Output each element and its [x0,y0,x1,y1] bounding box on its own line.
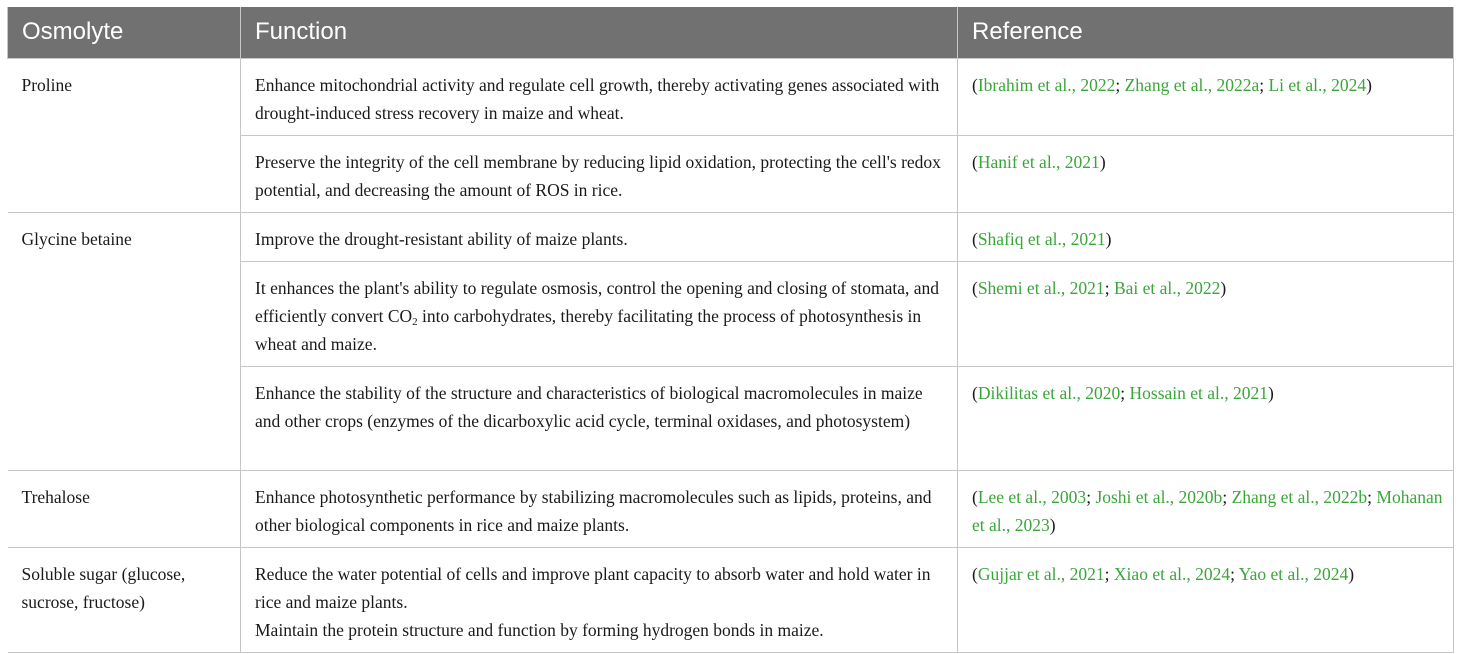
osmolyte-cell: Soluble sugar (glucose, sucrose, fructose) [8,547,241,652]
table-row [8,470,1454,547]
co2-formula [388,306,418,326]
reference-cell [958,135,1454,212]
paren-close: ) [1105,228,1112,249]
table-header-row [8,7,1454,58]
citation-link[interactable]: Bai et al., 2022 [1113,277,1221,298]
function-text: Enhance photosynthetic performance by stabilizing macromolecules such as lipids, proteins, and other biological components in rice and maize plants. [255,486,932,535]
citation-link[interactable]: Yao et al., 2024 [1238,563,1349,584]
citation-link[interactable]: Shafiq et al., 2021 [977,228,1106,249]
citation-link[interactable]: Li et al., 2024 [1268,74,1367,95]
reference-cell [958,366,1454,470]
paren-close: ) [1366,74,1372,95]
function-text: Enhance mitochondrial activity and regulate cell growth, thereby activating genes associated with drought-induced stress recovery in maize and wheat. [255,74,940,123]
citation-link[interactable]: Mohanan et al., 2023 [972,486,1443,535]
citation-link[interactable]: Zhang et al., 2022a [1124,74,1260,95]
paren-close: ) [1348,563,1355,584]
separator: ; [1367,486,1373,507]
citation-link[interactable]: Shemi et al., 2021 [977,277,1105,298]
separator: ; [1259,74,1265,95]
paren-close: ) [1049,514,1056,535]
function-text-part: into carbohydrates, thereby facilitating the process of photosynthesis in wheat and maize. [255,305,922,354]
function-text-part: It enhances the plant's ability to regulate osmosis, control the opening and closing of stomata, and efficiently convert [255,277,940,326]
paren-open: ( [972,277,978,298]
paren-open: ( [972,563,978,584]
function-cell [241,470,958,547]
citation-link[interactable]: Ibrahim et al., 2022 [977,74,1116,95]
osmolyte-cell: Glycine betaine [8,212,241,470]
function-cell [241,212,958,261]
table-row [8,212,1454,261]
citation-link[interactable]: Xiao et al., 2024 [1113,563,1231,584]
function-cell [241,547,958,652]
citation-link[interactable]: Zhang et al., 2022b [1231,486,1368,507]
separator: ; [1230,563,1235,584]
co2-subscript: 2 [412,315,418,328]
function-text: Enhance the stability of the structure and characteristics of biological macromolecules in maize and other crops (enzymes of the dicarboxylic acid cycle, terminal oxidases, and photosystem) [255,382,923,431]
function-cell [241,135,958,212]
reference-cell [958,470,1454,547]
header-reference: Reference [958,7,1454,58]
separator: ; [1222,486,1228,507]
paren-open: ( [972,382,978,403]
separator: ; [1086,486,1092,507]
osmolyte-table [7,7,1454,653]
citation-link[interactable]: Lee et al., 2003 [977,486,1087,507]
reference-cell [958,547,1454,652]
function-cell [241,261,958,366]
reference-cell [958,58,1454,135]
paren-open: ( [972,228,978,249]
reference-cell [958,261,1454,366]
citation-link[interactable]: Hossain et al., 2021 [1129,382,1269,403]
reference-cell [958,212,1454,261]
function-cell [241,58,958,135]
citation-link[interactable]: Dikilitas et al., 2020 [977,382,1121,403]
header-function: Function [241,7,958,58]
osmolyte-cell: Trehalose [8,470,241,547]
header-osmolyte: Osmolyte [8,7,241,58]
separator: ; [1104,563,1110,584]
paren-close: ) [1220,277,1227,298]
co2-main: CO [387,305,413,326]
citation-link[interactable]: Hanif et al., 2021 [977,151,1100,172]
paren-open: ( [972,151,978,172]
paren-open: ( [972,486,978,507]
paren-close: ) [1099,151,1106,172]
function-text: Maintain the protein structure and function by forming hydrogen bonds in maize. [255,619,824,640]
function-text: Preserve the integrity of the cell membrane by reducing lipid oxidation, protecting the cell's redox potential, and decreasing the amount of ROS in rice. [255,151,941,200]
citation-link[interactable]: Joshi et al., 2020b [1095,486,1223,507]
table-row [8,547,1454,652]
citation-link[interactable]: Gujjar et al., 2021 [977,563,1105,584]
function-text: Improve the drought-resistant ability of maize plants. [255,228,628,249]
separator: ; [1120,382,1126,403]
paren-close: ) [1268,382,1274,403]
osmolyte-cell: Proline [8,58,241,212]
paren-open: ( [972,74,978,95]
separator: ; [1115,74,1121,95]
function-cell [241,366,958,470]
table-row [8,58,1454,135]
function-text: Reduce the water potential of cells and improve plant capacity to absorb water and hold water in rice and maize plants. [255,563,931,612]
separator: ; [1104,277,1110,298]
function-text [255,274,943,358]
